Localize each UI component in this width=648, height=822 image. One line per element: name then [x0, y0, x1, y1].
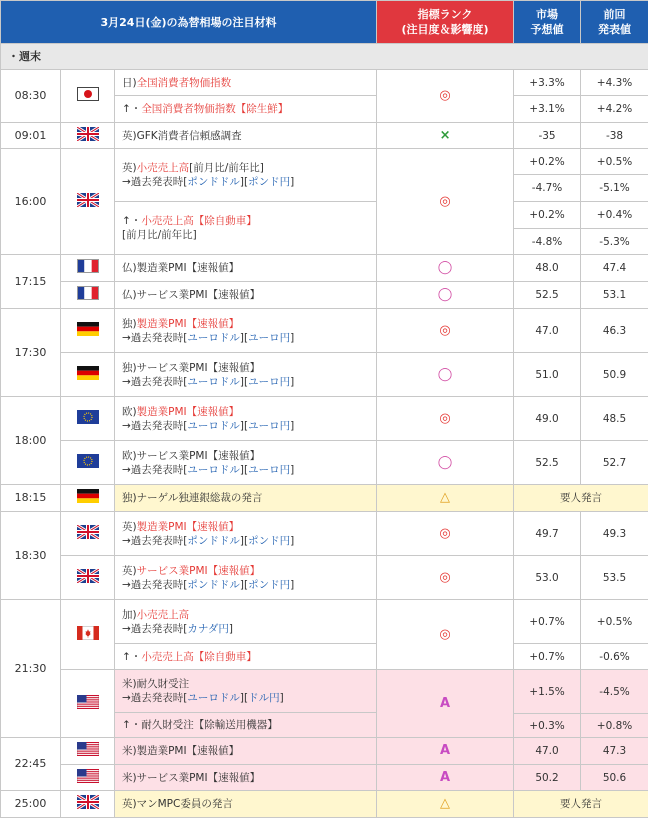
- indicator-name[interactable]: 仏)製造業PMI【速報値】: [115, 255, 377, 282]
- previous-value: 47.3: [581, 738, 648, 765]
- de-flag-icon: [61, 309, 115, 353]
- previous-value: 53.5: [581, 556, 648, 600]
- jp-flag-icon: [61, 70, 115, 123]
- pair-link[interactable]: ユーロドル: [187, 331, 240, 344]
- forecast-value: -35: [514, 123, 581, 149]
- previous-value: 49.3: [581, 512, 648, 556]
- uk-flag-icon: [61, 556, 115, 600]
- indicator-name[interactable]: 加)小売売上高 →過去発表時[カナダ円]: [115, 600, 377, 644]
- previous-value: -4.5%: [581, 670, 648, 714]
- forecast-value: 49.0: [514, 397, 581, 441]
- time-cell: 09:01: [1, 123, 61, 149]
- rank-circle-icon: ◯: [377, 282, 514, 309]
- forecast-value: 52.5: [514, 282, 581, 309]
- time-cell: 22:45: [1, 738, 61, 791]
- previous-value: 50.9: [581, 353, 648, 397]
- previous-value: 48.5: [581, 397, 648, 441]
- pair-link[interactable]: ポンドドル: [187, 578, 240, 591]
- uk-flag-icon: [61, 791, 115, 818]
- table-header: [1, 1, 648, 44]
- time-cell: 18:15: [1, 485, 61, 512]
- previous-value: -0.6%: [581, 644, 648, 670]
- pair-link[interactable]: ポンドドル: [187, 534, 240, 547]
- forecast-value: +0.2%: [514, 202, 581, 229]
- rank-double-circle-icon: ◎: [377, 556, 514, 600]
- previous-value: 52.7: [581, 441, 648, 485]
- previous-value: +4.3%: [581, 70, 648, 96]
- uk-flag-icon: [61, 149, 115, 255]
- forecast-value: 53.0: [514, 556, 581, 600]
- table-row: [1, 255, 648, 282]
- pair-link[interactable]: ユーロ円: [248, 463, 291, 476]
- previous-value: -38: [581, 123, 648, 149]
- forecast-value: +1.5%: [514, 670, 581, 714]
- forecast-value: -4.8%: [514, 229, 581, 255]
- previous-value: -5.1%: [581, 175, 648, 202]
- previous-value: -5.3%: [581, 229, 648, 255]
- indicator-name[interactable]: 米)サービス業PMI【速報値】: [115, 765, 377, 791]
- section-row: [1, 44, 648, 70]
- us-flag-icon: [61, 765, 115, 791]
- rank-triangle-icon: △: [377, 485, 514, 512]
- table-row: [1, 123, 648, 149]
- table-row: [1, 353, 648, 397]
- indicator-name[interactable]: 英)サービス業PMI【速報値】 →過去発表時[ポンドドル][ポンド円]: [115, 556, 377, 600]
- indicator-name[interactable]: 欧)サービス業PMI【速報値】 →過去発表時[ユーロドル][ユーロ円]: [115, 441, 377, 485]
- indicator-name[interactable]: 英)マンMPC委員の発言: [115, 791, 377, 818]
- page-title: 3月24日(金)の為替相場の注目材料: [1, 1, 377, 44]
- pair-link[interactable]: ユーロ円: [248, 331, 291, 344]
- indicator-name[interactable]: 英)製造業PMI【速報値】 →過去発表時[ポンドドル][ポンド円]: [115, 512, 377, 556]
- rank-double-circle-icon: ◎: [377, 149, 514, 255]
- indicator-name[interactable]: 独)サービス業PMI【速報値】 →過去発表時[ユーロドル][ユーロ円]: [115, 353, 377, 397]
- table-row: [1, 485, 648, 512]
- indicator-name[interactable]: 独)ナーゲル独連銀総裁の発言: [115, 485, 377, 512]
- rank-a-icon: A: [377, 765, 514, 791]
- forecast-value: +3.1%: [514, 96, 581, 123]
- rank-circle-icon: ◯: [377, 441, 514, 485]
- fr-flag-icon: [61, 282, 115, 309]
- forecast-value: 50.2: [514, 765, 581, 791]
- rank-circle-icon: ◯: [377, 255, 514, 282]
- indicator-name[interactable]: 英)GFK消費者信頼感調査: [115, 123, 377, 149]
- rank-cross-icon: ×: [377, 123, 514, 149]
- pair-link[interactable]: ユーロドル: [187, 692, 240, 704]
- table-row: [1, 600, 648, 644]
- indicator-name[interactable]: 独)製造業PMI【速報値】 →過去発表時[ユーロドル][ユーロ円]: [115, 309, 377, 353]
- forecast-value: +0.2%: [514, 149, 581, 175]
- table-row: [1, 556, 648, 600]
- indicator-name[interactable]: 日)全国消費者物価指数: [115, 70, 377, 96]
- fr-flag-icon: [61, 255, 115, 282]
- pair-link[interactable]: ドル円: [248, 692, 280, 704]
- previous-value: 50.6: [581, 765, 648, 791]
- table-row: [1, 309, 648, 353]
- previous-value: +0.8%: [581, 714, 648, 738]
- indicator-name[interactable]: ↑・小売売上高【除自動車】 [前月比/前年比]: [115, 202, 377, 255]
- indicator-name[interactable]: ↑・耐久財受注【除輸送用機器】: [115, 713, 377, 738]
- forecast-value: +0.3%: [514, 714, 581, 738]
- forecast-value: 51.0: [514, 353, 581, 397]
- pair-link[interactable]: ポンドドル: [187, 176, 240, 188]
- forecast-value: 47.0: [514, 309, 581, 353]
- indicator-name[interactable]: ↑・全国消費者物価指数【除生鮮】: [115, 96, 377, 123]
- rank-double-circle-icon: ◎: [377, 397, 514, 441]
- indicator-name[interactable]: 米)耐久財受注 →過去発表時[ユーロドル][ドル円]: [115, 670, 377, 713]
- table-row: [1, 149, 648, 175]
- table-row: [1, 441, 648, 485]
- time-cell: 16:00: [1, 149, 61, 255]
- table-row: [1, 738, 648, 765]
- forecast-value: +3.3%: [514, 70, 581, 96]
- time-cell: 17:15: [1, 255, 61, 309]
- rank-triangle-icon: △: [377, 791, 514, 818]
- table-row: [1, 512, 648, 556]
- pair-link[interactable]: ポンド円: [248, 176, 291, 188]
- rank-double-circle-icon: ◎: [377, 70, 514, 123]
- eu-flag-icon: [61, 441, 115, 485]
- speech-note: 要人発言: [514, 485, 648, 512]
- table-row: [1, 397, 648, 441]
- time-cell: 08:30: [1, 70, 61, 123]
- us-flag-icon: [61, 670, 115, 738]
- pair-link[interactable]: ユーロドル: [187, 463, 240, 476]
- pair-link[interactable]: カナダ円: [187, 622, 229, 635]
- table-row: [1, 70, 648, 96]
- indicator-name[interactable]: 英)小売売上高[前月比/前年比] →過去発表時[ポンドドル][ポンド円]: [115, 149, 377, 202]
- forecast-value: 47.0: [514, 738, 581, 765]
- rank-a-icon: A: [377, 738, 514, 765]
- forecast-value: 52.5: [514, 441, 581, 485]
- forecast-value: 48.0: [514, 255, 581, 282]
- rank-double-circle-icon: ◎: [377, 309, 514, 353]
- time-cell: 17:30: [1, 309, 61, 397]
- ca-flag-icon: [61, 600, 115, 670]
- previous-value: +0.5%: [581, 149, 648, 175]
- uk-flag-icon: [61, 123, 115, 149]
- uk-flag-icon: [61, 512, 115, 556]
- section-label: ・週末: [1, 44, 648, 70]
- speech-note: 要人発言: [514, 791, 648, 818]
- forecast-header: 市場 予想値: [514, 1, 581, 44]
- pair-link[interactable]: ポンド円: [248, 578, 291, 591]
- indicator-name[interactable]: 米)製造業PMI【速報値】: [115, 738, 377, 765]
- forecast-value: +0.7%: [514, 644, 581, 670]
- indicator-name[interactable]: ↑・小売売上高【除自動車】: [115, 644, 377, 670]
- table-row: [1, 282, 648, 309]
- pair-link[interactable]: ユーロドル: [187, 419, 240, 432]
- time-cell: 18:30: [1, 512, 61, 600]
- indicator-name[interactable]: 仏)サービス業PMI【速報値】: [115, 282, 377, 309]
- previous-header: 前回 発表値: [581, 1, 648, 44]
- previous-value: 46.3: [581, 309, 648, 353]
- previous-value: +0.4%: [581, 202, 648, 229]
- pair-link[interactable]: ユーロ円: [248, 375, 291, 388]
- time-cell: 25:00: [1, 791, 61, 818]
- rank-circle-icon: ◯: [377, 353, 514, 397]
- table-row: [1, 791, 648, 818]
- previous-value: +0.5%: [581, 600, 648, 644]
- de-flag-icon: [61, 353, 115, 397]
- indicator-name[interactable]: 欧)製造業PMI【速報値】 →過去発表時[ユーロドル][ユーロ円]: [115, 397, 377, 441]
- forecast-value: 49.7: [514, 512, 581, 556]
- previous-value: +4.2%: [581, 96, 648, 123]
- rank-double-circle-icon: ◎: [377, 600, 514, 670]
- eu-flag-icon: [61, 397, 115, 441]
- table-row: [1, 670, 648, 713]
- forecast-value: -4.7%: [514, 175, 581, 202]
- pair-link[interactable]: ユーロ円: [248, 419, 291, 432]
- pair-link[interactable]: ポンド円: [248, 534, 291, 547]
- table-row: [1, 765, 648, 791]
- de-flag-icon: [61, 485, 115, 512]
- time-cell: 21:30: [1, 600, 61, 738]
- rank-double-circle-icon: ◎: [377, 512, 514, 556]
- previous-value: 53.1: [581, 282, 648, 309]
- time-cell: 18:00: [1, 397, 61, 485]
- pair-link[interactable]: ユーロドル: [187, 375, 240, 388]
- us-flag-icon: [61, 738, 115, 765]
- rank-a-icon: A: [377, 670, 514, 738]
- rank-header: 指標ランク (注目度＆影響度): [377, 1, 514, 44]
- previous-value: 47.4: [581, 255, 648, 282]
- forecast-value: +0.7%: [514, 600, 581, 644]
